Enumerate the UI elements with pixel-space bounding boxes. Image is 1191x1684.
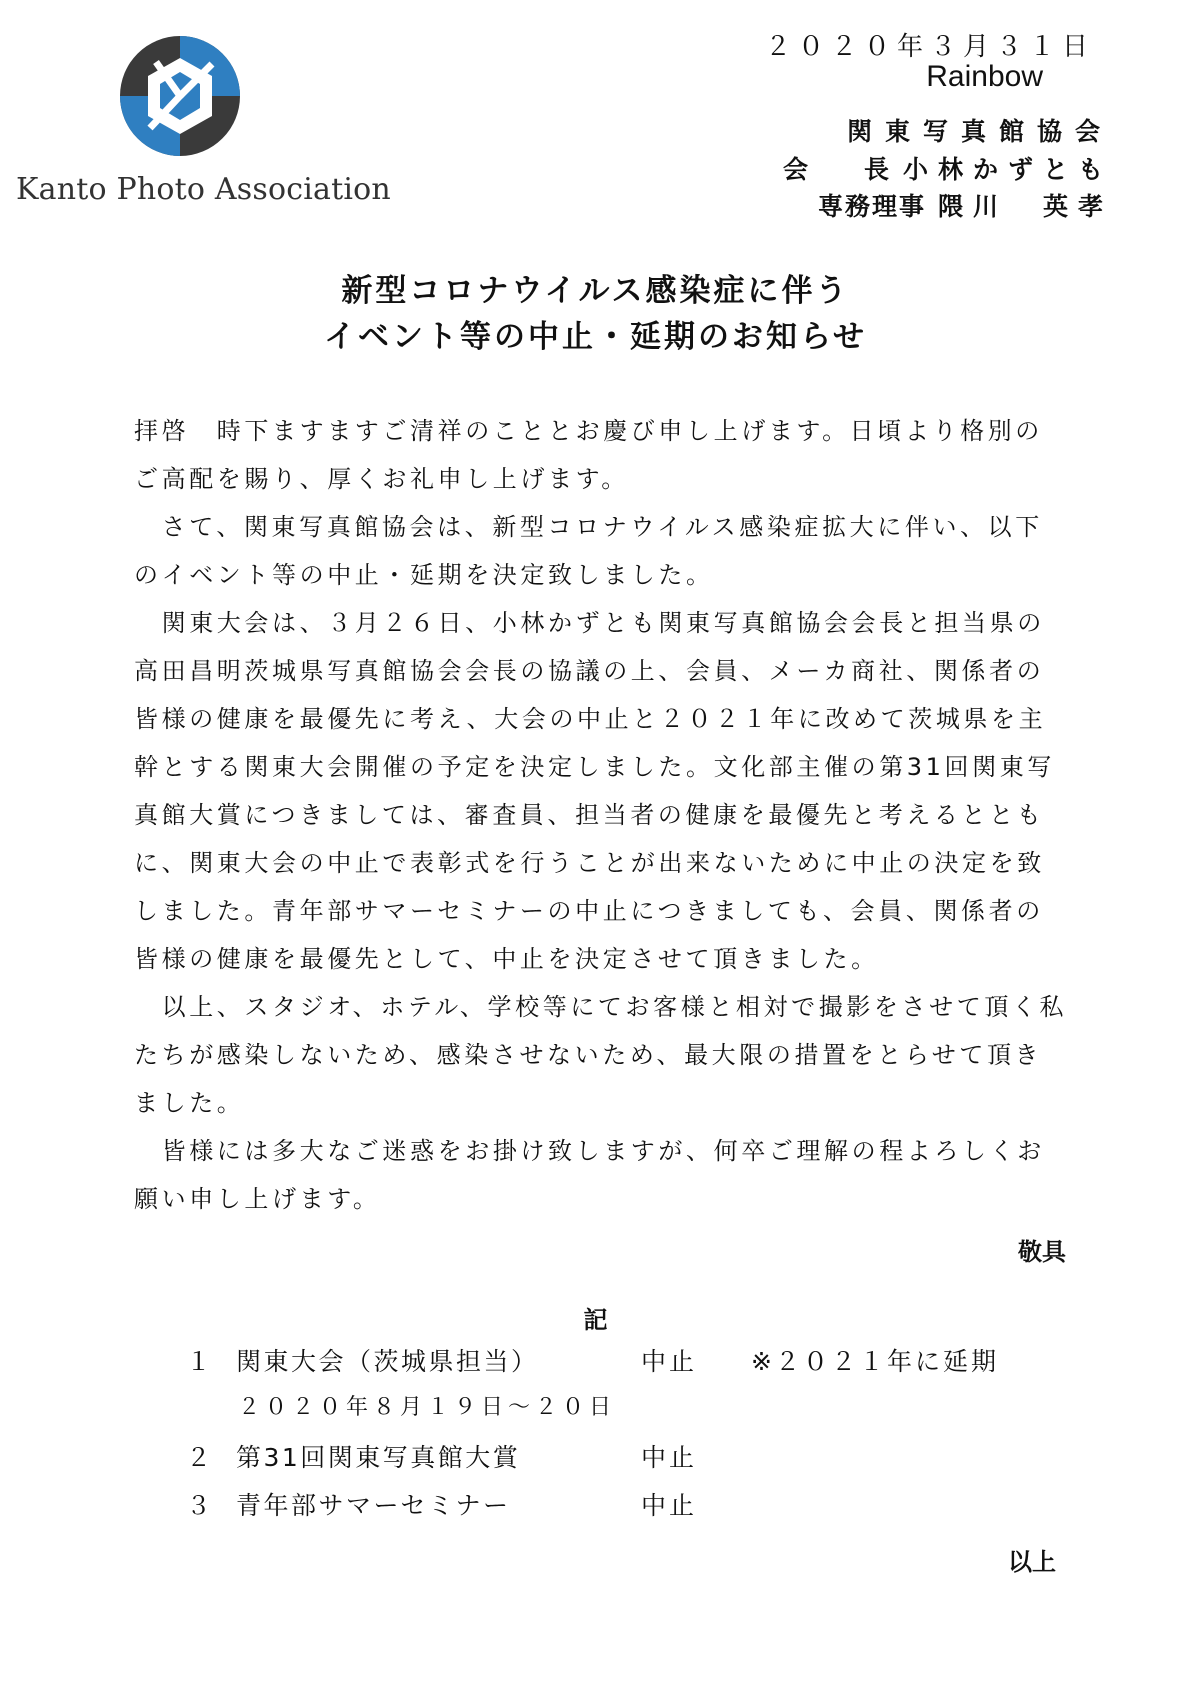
issue-date: ２０２０年３月３１日: [764, 32, 1095, 62]
item-number: ３: [186, 1491, 212, 1520]
signatory-president: [783, 150, 1113, 186]
event-list: [186, 1342, 1046, 1534]
measures-paragraph: 以上、スタジオ、ホテル、学校等にてお客様と相対で撮影をさせて頂く私たちが感染しないため、感染させないため、最大限の措置をとらせて頂きました。: [134, 993, 1068, 1117]
apology-paragraph: 皆様には多大なご迷惑をお掛け致しますが、何卒ご理解の程よろしくお願い申し上げます。: [134, 1137, 1045, 1213]
item-status: 中止: [641, 1491, 698, 1520]
closing-word: 敬具: [1018, 1238, 1066, 1266]
greeting-paragraph: 拝啓 時下ますますご清祥のこととお慶び申し上げます。日頃より格別のご高配を賜り、厚くお礼申し上げます。: [134, 417, 1043, 493]
notice-title: [0, 268, 1191, 360]
list-item: [186, 1438, 1046, 1486]
signatory-role: 会 長: [782, 155, 891, 184]
title-line-2: イベント等の中止・延期のお知らせ: [323, 319, 868, 355]
item-name: 青年部サマーセミナー: [236, 1491, 511, 1520]
association-logo: [16, 30, 391, 210]
item-number: １: [186, 1347, 212, 1376]
newsletter-name: Rainbow: [926, 60, 1043, 93]
signatory-name: 小林かずとも: [902, 155, 1113, 184]
item-note: ※２０２１年に延期: [751, 1347, 999, 1376]
item-name: 第31回関東写真館大賞: [236, 1443, 521, 1472]
letter-header: [713, 20, 1113, 220]
details-paragraph: 関東大会は、３月２６日、小林かずとも関東写真館協会会長と担当県の高田昌明茨城県写真館協会会長の協議の上、会員、メーカ商社、関係者の皆様の健康を最優先に考え、大会の中止と２０２１年に改めて茨城県を主幹とする関東大会開催の予定を決定しました。文化部主催の第31回関東写真館大賞につきましては、審査員、担当者の健康を最優先と考えるとともに、関東大会の中止で表彰式を行うことが出来ないために中止の決定を致しました。青年部サマーセミナーの中止につきましても、会員、関係者の皆様の健康を最優先として、中止を決定させて頂きました。: [134, 609, 1055, 973]
logo-text: Kanto Photo Association: [16, 172, 391, 207]
decision-paragraph: さて、関東写真館協会は、新型コロナウイルス感染症拡大に伴い、以下のイベント等の中止・延期を決定致しました。: [134, 513, 1043, 589]
signatory-name: 隈川 英孝: [937, 192, 1113, 221]
item-number: ２: [186, 1443, 212, 1472]
letter-body: [134, 407, 1069, 1223]
end-mark: 以上: [1008, 1548, 1056, 1576]
list-item: [186, 1486, 1046, 1534]
signatory-director: [818, 187, 1113, 223]
camera-aperture-icon: [116, 32, 244, 160]
item-status: 中止: [641, 1347, 698, 1376]
list-item: [186, 1342, 1046, 1390]
item-date: ２０２０年８月１９日～２０日: [238, 1395, 617, 1420]
signatory-role: 専務理事: [817, 192, 926, 221]
item-status: 中止: [641, 1443, 698, 1472]
title-line-1: 新型コロナウイルス感染症に伴う: [341, 273, 850, 309]
organization-name: 関東写真館協会: [846, 117, 1113, 146]
item-name: 関東大会（茨城県担当）: [236, 1347, 539, 1376]
notes-heading: 記: [583, 1306, 608, 1334]
